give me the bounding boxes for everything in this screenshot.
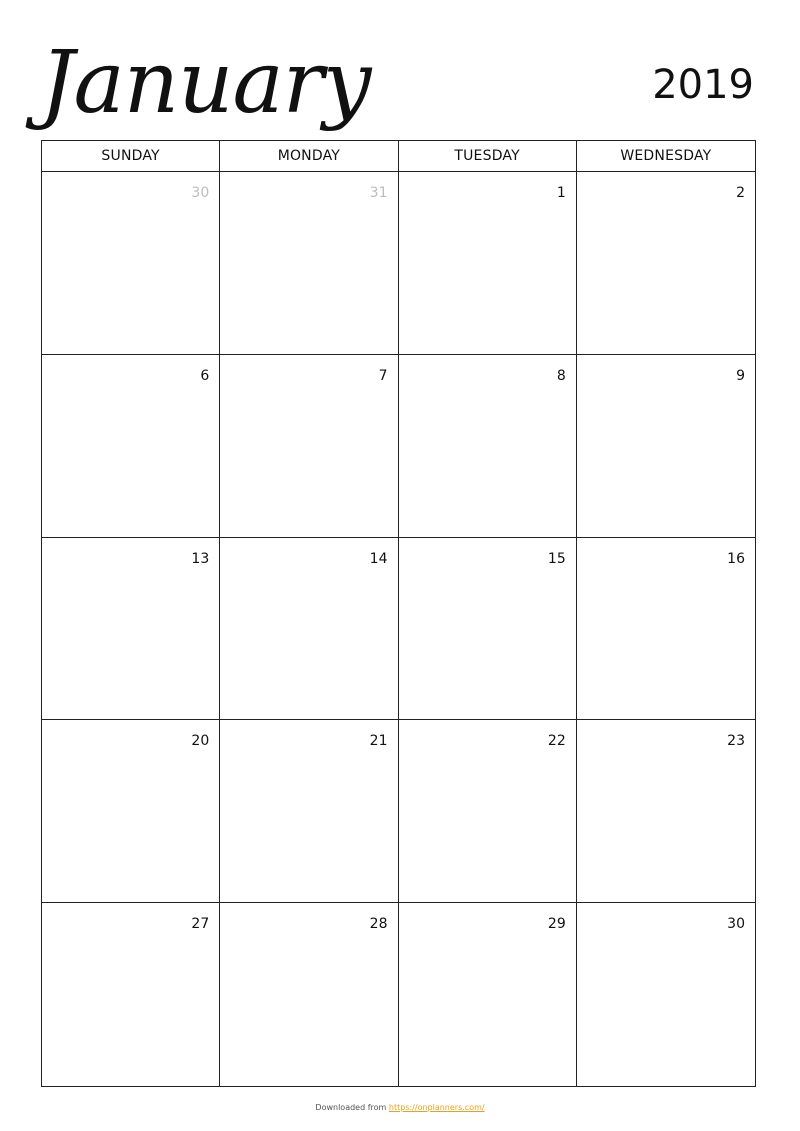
day-number: 16 [727,550,745,567]
day-number: 15 [547,550,566,567]
day-number: 28 [369,916,388,933]
day-cell [399,538,577,721]
day-cell [577,172,755,355]
day-number: 2 [736,185,745,201]
day-number: 30 [191,185,210,201]
footer-link[interactable]: https://onplanners.com/ [388,1103,485,1112]
day-number: 30 [727,916,745,933]
day-cell [42,172,220,355]
day-number: 29 [547,916,566,933]
footer-text: Downloaded from [315,1103,387,1112]
weekday-header-sunday: SUNDAY [42,141,220,172]
day-cell [220,355,398,538]
weekday-header-monday: MONDAY [220,141,398,172]
day-cell [577,720,755,903]
day-number: 20 [191,733,210,750]
weekday-header-tuesday: TUESDAY [399,141,577,172]
weekday-header-wednesday: WEDNESDAY [577,141,755,172]
day-number: 23 [727,733,745,750]
day-number: 1 [556,185,566,201]
day-number: 27 [191,916,210,933]
day-cell [577,903,755,1086]
day-number: 13 [191,550,210,567]
day-number: 6 [200,367,210,384]
day-number: 22 [547,733,566,750]
footer [0,1103,800,1112]
day-cell [220,172,398,355]
day-number: 31 [369,185,388,201]
day-cell [42,903,220,1086]
day-cell [42,538,220,721]
day-cell [220,903,398,1086]
day-cell [220,538,398,721]
year-title: 2019 [652,62,754,108]
day-cell [577,355,755,538]
day-cell [42,720,220,903]
day-number: 21 [369,733,388,750]
day-number: 14 [369,550,388,567]
day-cell [399,172,577,355]
month-title: January [40,33,371,133]
day-cell [577,538,755,721]
day-cell [399,355,577,538]
day-number: 7 [378,367,388,384]
day-cell [399,720,577,903]
day-cell [399,903,577,1086]
day-cell [42,355,220,538]
day-cell [220,720,398,903]
day-number: 9 [736,367,745,384]
day-number: 8 [556,367,566,384]
calendar-grid [41,140,756,1087]
